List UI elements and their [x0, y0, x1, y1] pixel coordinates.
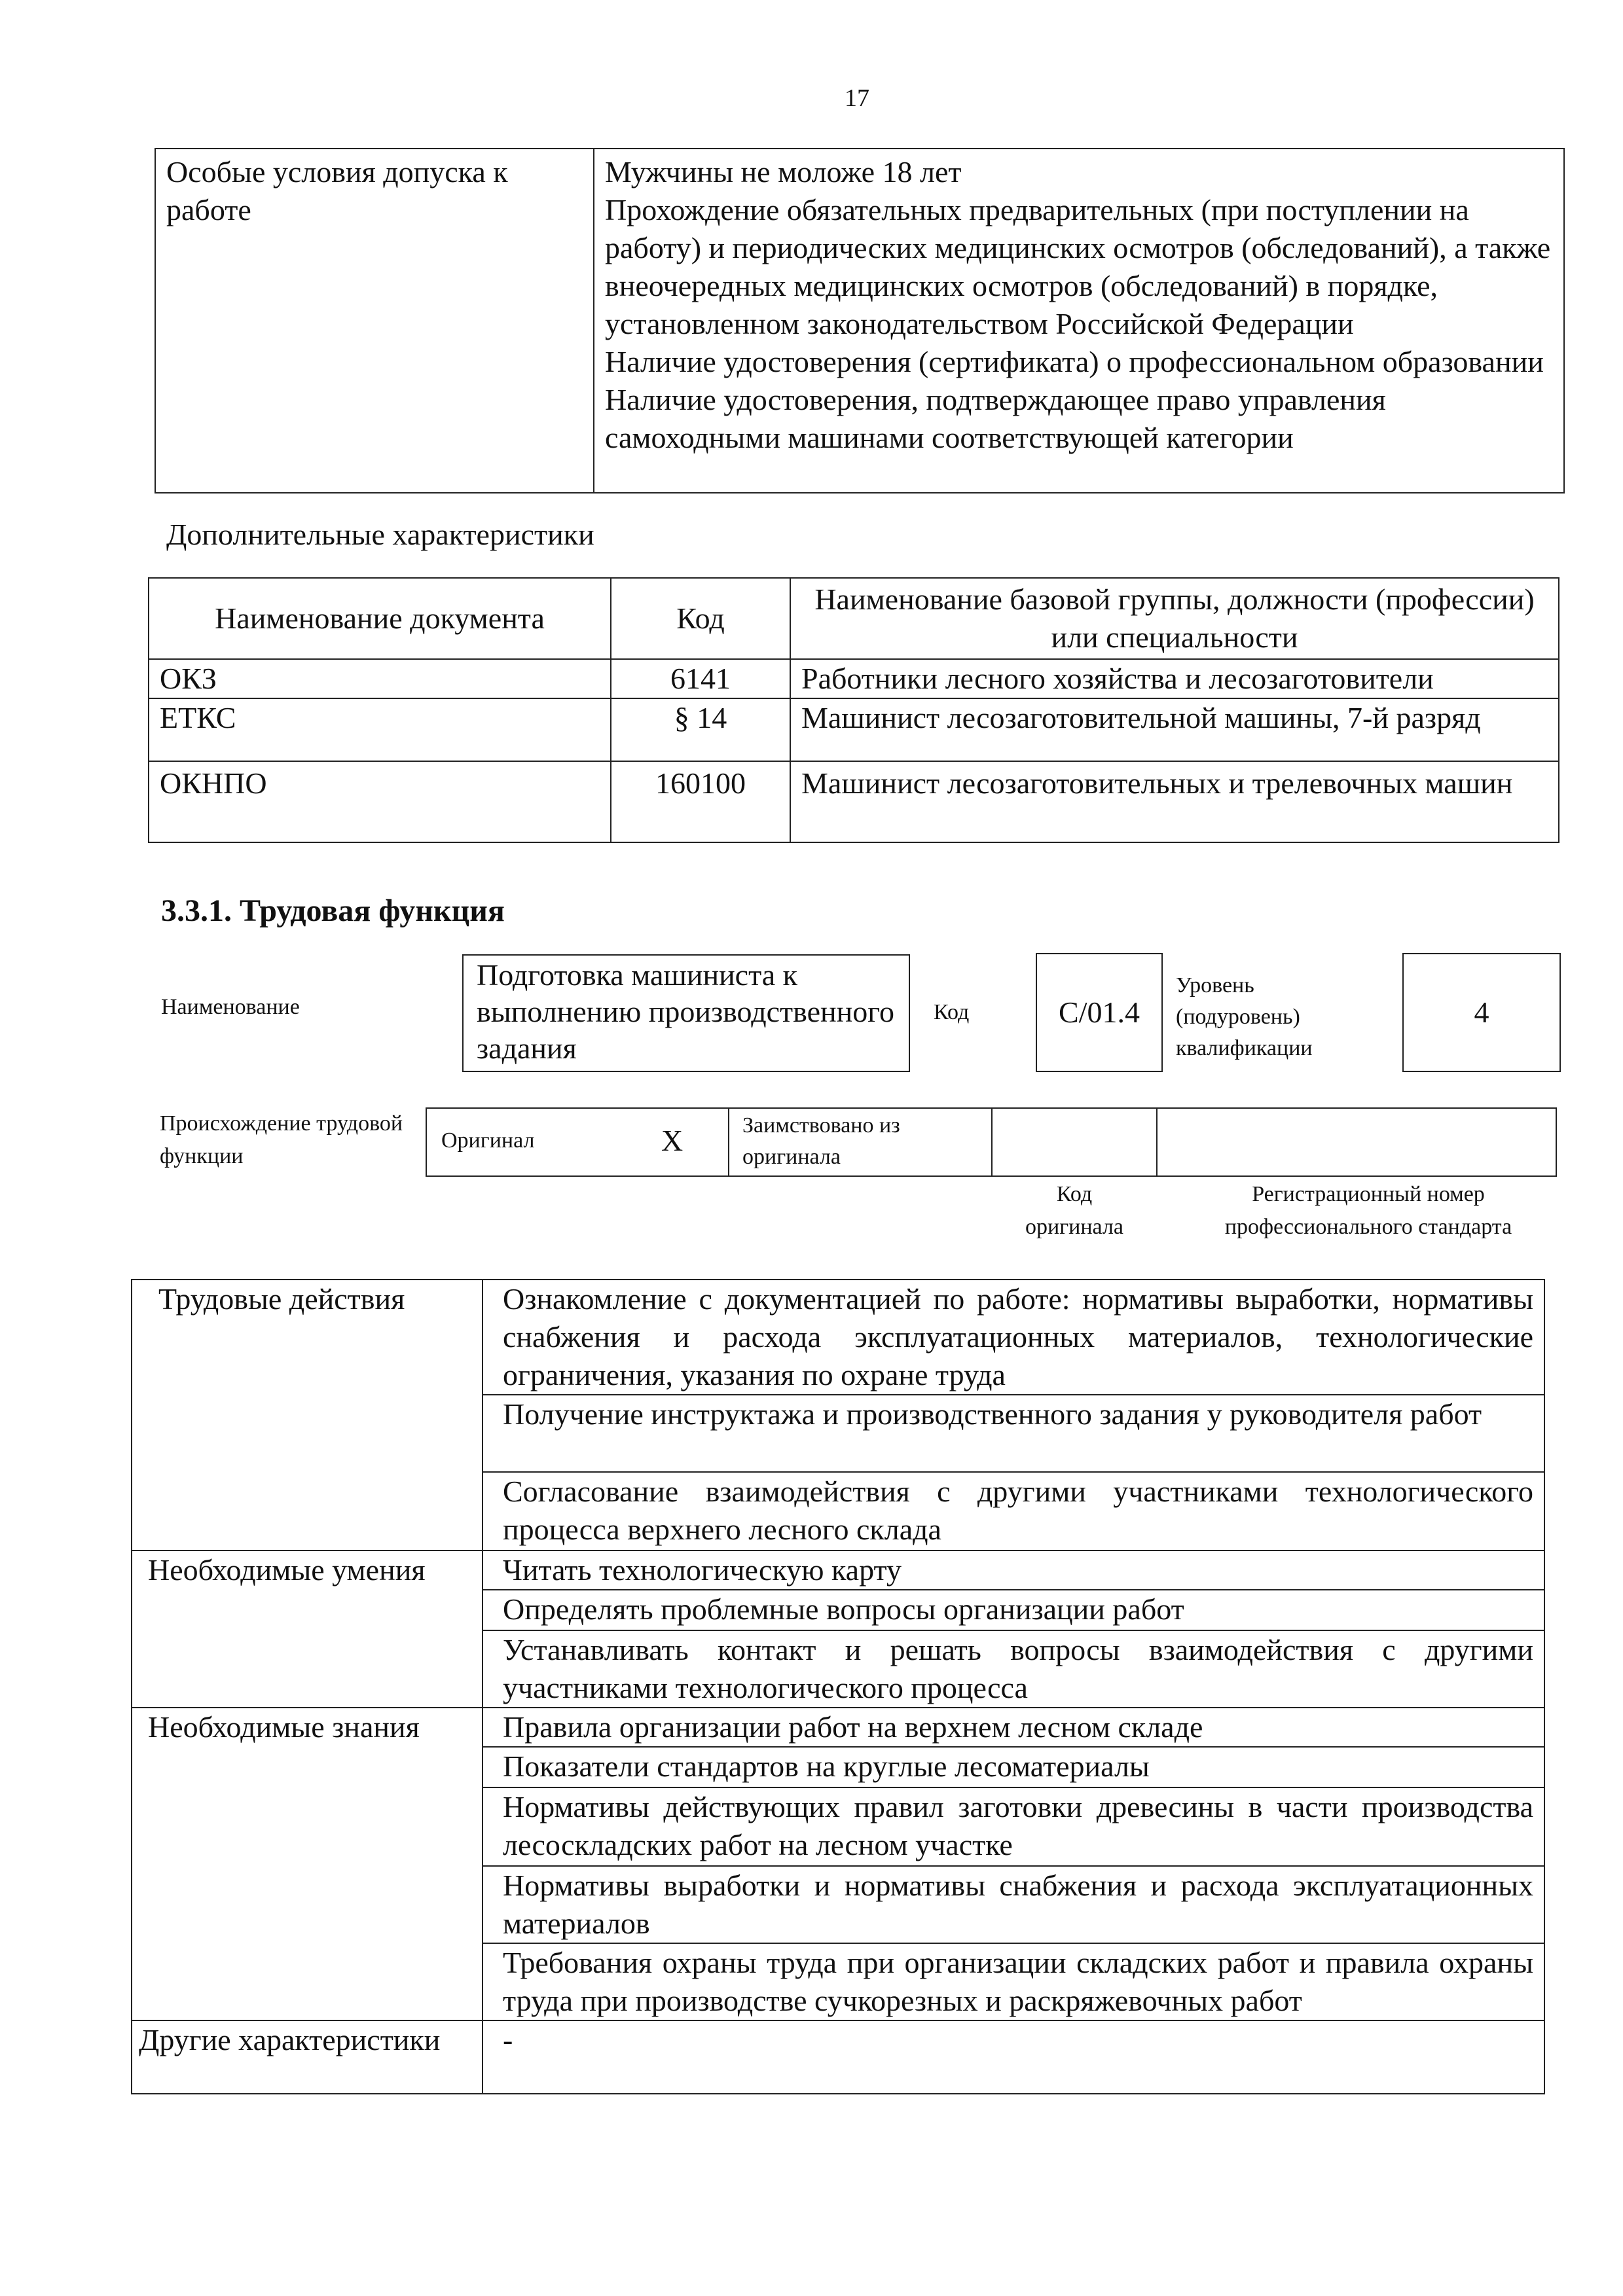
code-cell: 6141 [611, 659, 790, 698]
details-item: Ознакомление с документацией по работе: нормативы выработки, нормативы снабжения и расхода эксплуатационных материалов, технологические ограничения, указания по охране труда [483, 1280, 1544, 1395]
code-original-caption: Код оригинала [1025, 1182, 1123, 1239]
doc-cell: ЕТКС [149, 698, 611, 761]
admission-conditions [594, 149, 1564, 493]
header-group-name: Наименование базовой группы, должности (профессии) или специальности [790, 578, 1559, 659]
function-code-box [1036, 953, 1163, 1072]
details-label: Необходимые знания [132, 1708, 483, 2020]
condition-item: Мужчины не моложе 18 лет [605, 155, 962, 188]
doc-cell: ОКНПО [149, 761, 611, 842]
group-cell: Работники лесного хозяйства и лесозаготовители [790, 659, 1559, 698]
function-heading: 3.3.1. Трудовая функция [161, 893, 505, 928]
original-mark: X [661, 1124, 684, 1157]
function-name: Подготовка машиниста к выполнению производственного задания [477, 958, 894, 1065]
condition-item: Наличие удостоверения (сертификата) о профессиональном образовании [605, 345, 1544, 378]
condition-item: Наличие удостоверения, подтверждающее право управления самоходными машинами соответствующей категории [605, 383, 1386, 454]
code-cell: § 14 [611, 698, 790, 761]
additional-table [148, 577, 1559, 843]
function-level-box [1402, 953, 1561, 1072]
details-label: Трудовые действия [132, 1280, 483, 1551]
condition-item: Прохождение обязательных предварительных (при поступлении на работу) и периодических медицинских осмотров (обследований), а также внеочередных медицинских осмотров (обследований) в порядке, установленном законодательством Российской Федерации [605, 193, 1551, 340]
group-cell: Машинист лесозаготовительных и трелевочных машин [790, 761, 1559, 842]
page-number: 17 [845, 84, 869, 112]
details-table [131, 1279, 1545, 2094]
group-cell: Машинист лесозаготовительной машины, 7-й разряд [790, 698, 1559, 761]
function-name-box [462, 954, 910, 1072]
code-label: Код [934, 1000, 970, 1024]
table-row [132, 1551, 1544, 1590]
code-cell: 160100 [611, 761, 790, 842]
details-label: Другие характеристики [132, 2020, 483, 2094]
details-item: Нормативы действующих правил заготовки древесины в части производства лесоскладских работ на лесном участке [483, 1787, 1544, 1866]
doc-cell: ОКЗ [149, 659, 611, 698]
reg-number-caption: Регистрационный номер профессионального стандарта [1224, 1182, 1512, 1239]
origin-table [426, 1107, 1557, 1177]
details-item: Правила организации работ на верхнем лесном складе [483, 1708, 1544, 1747]
admission-table [155, 148, 1565, 493]
original-label: Оригинал [441, 1128, 535, 1153]
additional-title: Дополнительные характеристики [166, 518, 594, 551]
table-row [149, 659, 1559, 698]
level-label: Уровень (подуровень) квалификации [1176, 973, 1313, 1060]
details-item: Получение инструктажа и производственного задания у руководителя работ [483, 1395, 1544, 1472]
details-item: Нормативы выработки и нормативы снабжения и расхода эксплуатационных материалов [483, 1866, 1544, 1943]
details-item: Согласование взаимодействия с другими участниками технологического процесса верхнего лесного склада [483, 1472, 1544, 1551]
table-row [132, 1708, 1544, 1747]
header-code: Код [611, 578, 790, 659]
function-code: С/01.4 [1059, 996, 1140, 1029]
table-row [132, 2020, 1544, 2094]
details-item: Определять проблемные вопросы организации работ [483, 1590, 1544, 1630]
details-item: - [483, 2020, 1544, 2094]
admission-label: Особые условия допуска к работе [155, 149, 594, 493]
details-item: Показатели стандартов на круглые лесоматериалы [483, 1747, 1544, 1787]
table-row [149, 698, 1559, 761]
name-label: Наименование [161, 995, 300, 1019]
details-item: Читать технологическую карту [483, 1551, 1544, 1590]
details-label: Необходимые умения [132, 1551, 483, 1708]
origin-label: Происхождение трудовой функции [160, 1111, 403, 1168]
table-row [149, 761, 1559, 842]
header-doc-name: Наименование документа [149, 578, 611, 659]
details-item: Устанавливать контакт и решать вопросы взаимодействия с другими участниками технологического процесса [483, 1630, 1544, 1708]
function-level: 4 [1474, 996, 1489, 1029]
table-row [132, 1280, 1544, 1395]
details-item: Требования охраны труда при организации складских работ и правила охраны труда при производстве сучкорезных и раскряжевочных работ [483, 1943, 1544, 2020]
borrowed-label: Заимствовано из оригинала [742, 1113, 900, 1169]
